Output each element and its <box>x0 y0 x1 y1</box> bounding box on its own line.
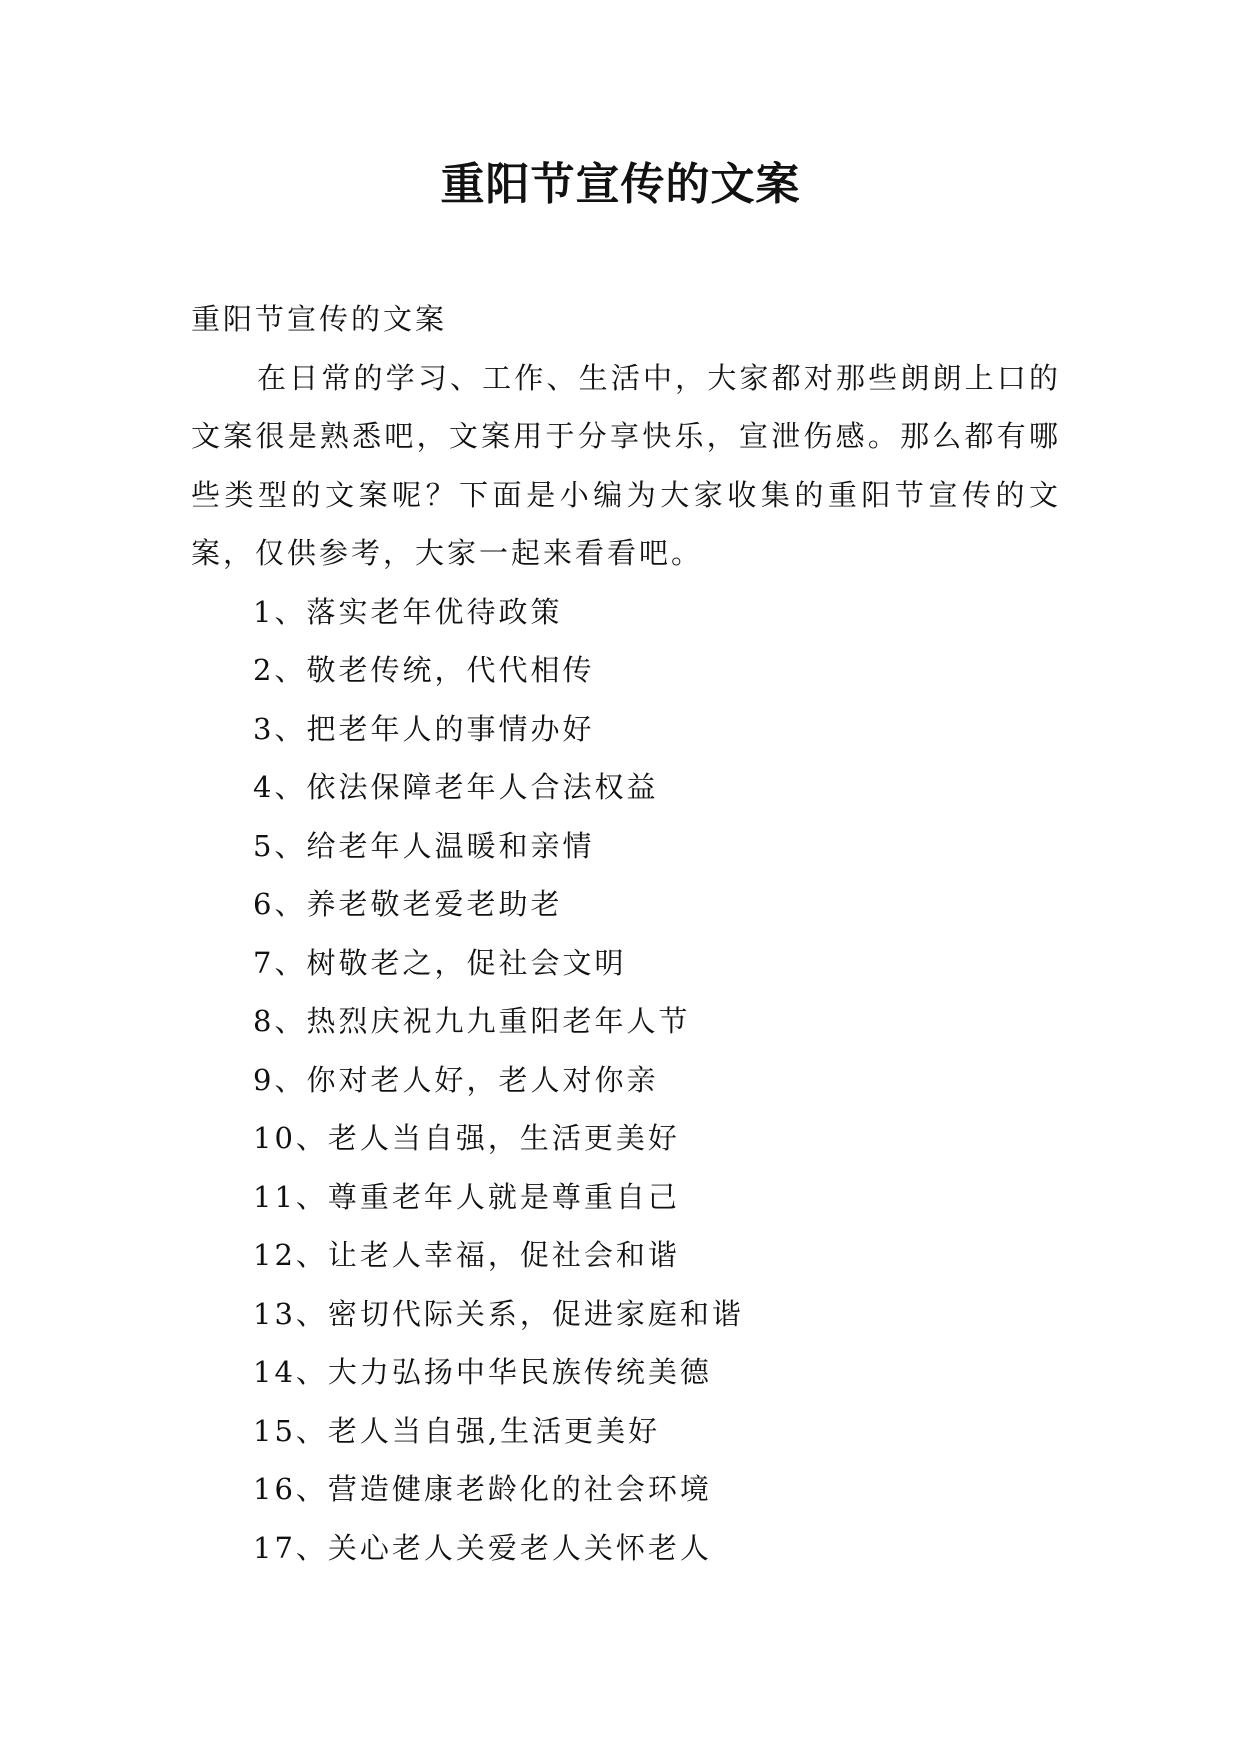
intro-paragraph: 在日常的学习、工作、生活中，大家都对那些朗朗上口的文案很是熟悉吧，文案用于分享快乐，宣泄伤感。那么都有哪些类型的文案呢？下面是小编为大家收集的重阳节宣传的文案，仅供参考，大家一起来看看吧。 <box>191 360 1061 570</box>
document-subtitle: 重阳节宣传的文案 <box>191 302 448 336</box>
document-body <box>191 290 1061 1577</box>
list-item: 1、落实老年优待政策 <box>253 594 563 629</box>
list-item: 3、把老年人的事情办好 <box>253 711 595 746</box>
list-item: 17、关心老人关爱老人关怀老人 <box>253 1530 712 1565</box>
list-item: 15、老人当自强,生活更美好 <box>253 1413 661 1448</box>
list-item: 8、热烈庆祝九九重阳老年人节 <box>253 1004 691 1038</box>
list-item: 16、营造健康老龄化的社会环境 <box>253 1472 712 1506</box>
list-item: 9、你对老人好，老人对你亲 <box>253 1062 659 1097</box>
list-item: 10、老人当自强，生活更美好 <box>253 1121 680 1155</box>
list-item: 14、大力弘扬中华民族传统美德 <box>253 1355 712 1389</box>
list-item: 7、树敬老之，促社会文明 <box>253 945 627 980</box>
list-item: 13、密切代际关系，促进家庭和谐 <box>253 1296 744 1331</box>
document-title: 重阳节宣传的文案 <box>440 159 801 210</box>
list-item: 11、尊重老年人就是尊重自己 <box>253 1179 680 1214</box>
slogan-list <box>191 583 1061 1578</box>
list-item: 5、给老年人温暖和亲情 <box>253 828 595 863</box>
list-item: 6、养老敬老爱老助老 <box>253 887 563 921</box>
list-item: 2、敬老传统，代代相传 <box>253 653 595 687</box>
list-item: 4、依法保障老年人合法权益 <box>253 770 659 804</box>
list-item: 12、让老人幸福，促社会和谐 <box>253 1238 680 1272</box>
